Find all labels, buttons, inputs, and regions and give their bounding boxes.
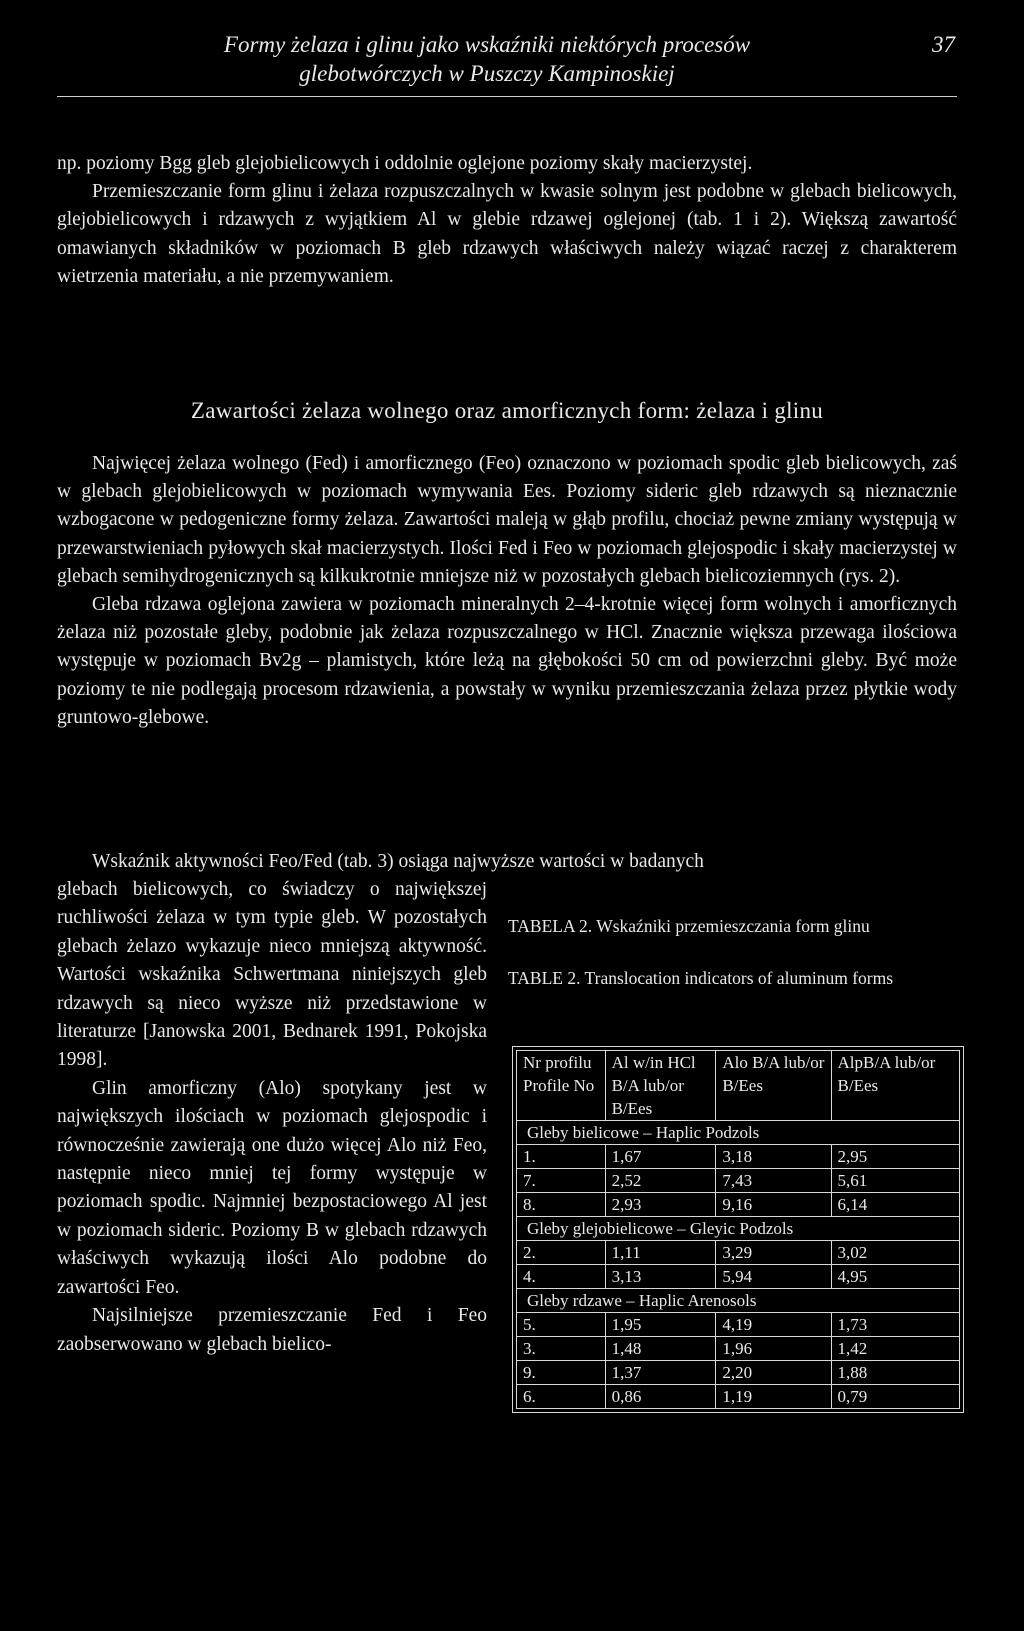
cell-profile: 7. bbox=[517, 1169, 606, 1193]
page-number: 37 bbox=[932, 32, 955, 57]
table-group-row bbox=[517, 1289, 960, 1313]
table-group-row bbox=[517, 1217, 960, 1241]
cell-al-hcl: 1,67 bbox=[605, 1145, 716, 1169]
header-title-line1: Formy żelaza i glinu jako wskaźniki niektórych procesów bbox=[223, 32, 751, 57]
cell-alp: 0,79 bbox=[831, 1385, 959, 1409]
cell-alo: 7,43 bbox=[716, 1169, 831, 1193]
paragraph-3-start: Wskaźnik aktywności Feo/Fed (tab. 3) osiąga najwyższe wartości w badanych bbox=[92, 851, 704, 872]
paragraph-1: np. poziomy Bgg gleb glejobielicowych i oddolnie oglejone poziomy skały macierzystej. bbox=[57, 153, 753, 174]
cell-alo: 2,20 bbox=[716, 1361, 831, 1385]
cell-alo: 3,29 bbox=[716, 1241, 831, 1265]
cell-alo: 5,94 bbox=[716, 1265, 831, 1289]
cell-alo: 1,96 bbox=[716, 1337, 831, 1361]
cell-profile: 4. bbox=[517, 1265, 606, 1289]
cell-alp: 3,02 bbox=[831, 1241, 959, 1265]
cell-profile: 5. bbox=[517, 1313, 606, 1337]
cell-alp: 1,42 bbox=[831, 1337, 959, 1361]
table-row bbox=[517, 1337, 960, 1361]
cell-al-hcl: 1,95 bbox=[605, 1313, 716, 1337]
table-row bbox=[517, 1169, 960, 1193]
table-row bbox=[517, 1145, 960, 1169]
table-group-row bbox=[517, 1121, 960, 1145]
intro-block bbox=[57, 150, 957, 291]
translocation-table-frame bbox=[512, 1046, 964, 1413]
group-label-haplic-podzols: Gleby bielicowe – Haplic Podzols bbox=[517, 1121, 960, 1145]
cell-al-hcl: 2,93 bbox=[605, 1193, 716, 1217]
cell-al-hcl: 3,13 bbox=[605, 1265, 716, 1289]
group-label-gleyic-podzols: Gleby glejobielicowe – Gleyic Podzols bbox=[517, 1217, 960, 1241]
cell-alo: 1,19 bbox=[716, 1385, 831, 1409]
paragraph-2: Najwięcej żelaza wolnego (Fed) i amorficznego (Feo) oznaczono w poziomach spodic gleb bielicowych, zaś w glebach glejobielicowych w poziomach wymywania Ees. Poziomy sideric gleb rdzawych są nieznacznie wzbogacone w pedogeniczne formy żelaza. Zawartości maleją w głąb profilu, chociaż pewne zmiany występują w przewarstwieniach pyłowych skał macierzystych. Ilości Fed i Feo w poziomach glejospodic i skały macierzystej w glebach semihydrogenicznych są kilkukrotnie mniejsze niż w pozostałych glebach bielicoziemnych (rys. 2). bbox=[57, 453, 957, 587]
table-row bbox=[517, 1385, 960, 1409]
header-al-hcl: Al w/in HCl B/A lub/or B/Ees bbox=[605, 1051, 716, 1121]
left-column bbox=[57, 876, 487, 1359]
header-title-line2: glebotwórczych w Puszczy Kampinoskiej bbox=[299, 61, 675, 86]
table-row bbox=[517, 1241, 960, 1265]
cell-al-hcl: 1,48 bbox=[605, 1337, 716, 1361]
section-heading: Zawartości żelaza wolnego oraz amorficznych form: żelaza i glinu bbox=[190, 398, 824, 423]
table-row bbox=[517, 1361, 960, 1385]
cell-alo: 9,16 bbox=[716, 1193, 831, 1217]
cell-alp: 6,14 bbox=[831, 1193, 959, 1217]
cell-profile: 9. bbox=[517, 1361, 606, 1385]
table-header-row bbox=[517, 1051, 960, 1121]
paragraph-4: Glin amorficzny (Alo) spotykany jest w największych ilościach w poziomach glejospodic i równocześnie zawierają one dużo więcej Alo niż Feo, następnie nieco mniej tej formy występuje w poziomach spodic. Najmniej bezpostaciowego Al jest w poziomach sideric. Poziomy B w glebach rdzawych właściwych wykazują ilości Alo podobne do zawartości Feo. bbox=[57, 1077, 487, 1298]
table-caption-en: TABLE 2. Translocation indicators of aluminum forms bbox=[508, 968, 894, 988]
cell-profile: 2. bbox=[517, 1241, 606, 1265]
cell-alp: 2,95 bbox=[831, 1145, 959, 1169]
header-profile-no: Nr profilu Profile No bbox=[517, 1051, 606, 1121]
table-row bbox=[517, 1313, 960, 1337]
paragraph-5: Najsilniejsze przemieszczanie Fed i Feo zaobserwowano w glebach bielico- bbox=[57, 1305, 487, 1355]
cell-al-hcl: 2,52 bbox=[605, 1169, 716, 1193]
cell-al-hcl: 1,37 bbox=[605, 1361, 716, 1385]
table-row bbox=[517, 1193, 960, 1217]
paragraph-2b: Gleba rdzawa oglejona zawiera w poziomach mineralnych 2–4-krotnie więcej form wolnych i amorficznych żelaza niż pozostałe gleby, podobnie jak żelaza rozpuszczalnego w HCl. Znacznie większa przewaga ilościowa występuje w poziomach Bv2g – plamistych, które leżą na głębokości 50 cm od powierzchni gleby. Być może poziomy te nie podlegają procesom rdzawienia, a powstały w wyniku przemieszczania żelaza przez płytkie wody gruntowo-glebowe. bbox=[57, 594, 957, 728]
table-caption-pl: TABELA 2. Wskaźniki przemieszczania form glinu bbox=[508, 916, 870, 936]
cell-alo: 3,18 bbox=[716, 1145, 831, 1169]
cell-al-hcl: 1,11 bbox=[605, 1241, 716, 1265]
section-body bbox=[57, 450, 957, 732]
cell-profile: 3. bbox=[517, 1337, 606, 1361]
header-alo: Alo B/A lub/or B/Ees bbox=[716, 1051, 831, 1121]
cell-alp: 1,88 bbox=[831, 1361, 959, 1385]
cell-alp: 1,73 bbox=[831, 1313, 959, 1337]
translocation-table bbox=[516, 1050, 960, 1409]
cell-alp: 4,95 bbox=[831, 1265, 959, 1289]
cell-alp: 5,61 bbox=[831, 1169, 959, 1193]
group-label-haplic-arenosols: Gleby rdzawe – Haplic Arenosols bbox=[517, 1289, 960, 1313]
running-header bbox=[57, 30, 957, 97]
cell-alo: 4,19 bbox=[716, 1313, 831, 1337]
cell-profile: 8. bbox=[517, 1193, 606, 1217]
cell-al-hcl: 0,86 bbox=[605, 1385, 716, 1409]
header-alp: AlpB/A lub/or B/Ees bbox=[831, 1051, 959, 1121]
cell-profile: 6. bbox=[517, 1385, 606, 1409]
paragraph-3-rest: glebach bielicowych, co świadczy o największej ruchliwości żelaza w tym typie gleb. W pozostałych glebach żelazo wykazuje nieco mniejszą aktywność. Wartości wskaźnika Schwertmana niniejszych gleb rdzawych są nieco wyższe niż przedstawione w literaturze [Janowska 2001, Bednarek 1991, Pokojska 1998]. bbox=[57, 879, 487, 1071]
table-row bbox=[517, 1265, 960, 1289]
cell-profile: 1. bbox=[517, 1145, 606, 1169]
paragraph-1b: Przemieszczanie form glinu i żelaza rozpuszczalnych w kwasie solnym jest podobne w glebach bielicowych, glejobielicowych i rdzawych z wyjątkiem Al w glebie rdzawej oglejonej (tab. 1 i 2). Większą zawartość omawianych składników w poziomach B gleb rdzawych właściwych należy wiązać raczej z charakterem wietrzenia materiału, a nie przemywaniem. bbox=[57, 181, 957, 287]
